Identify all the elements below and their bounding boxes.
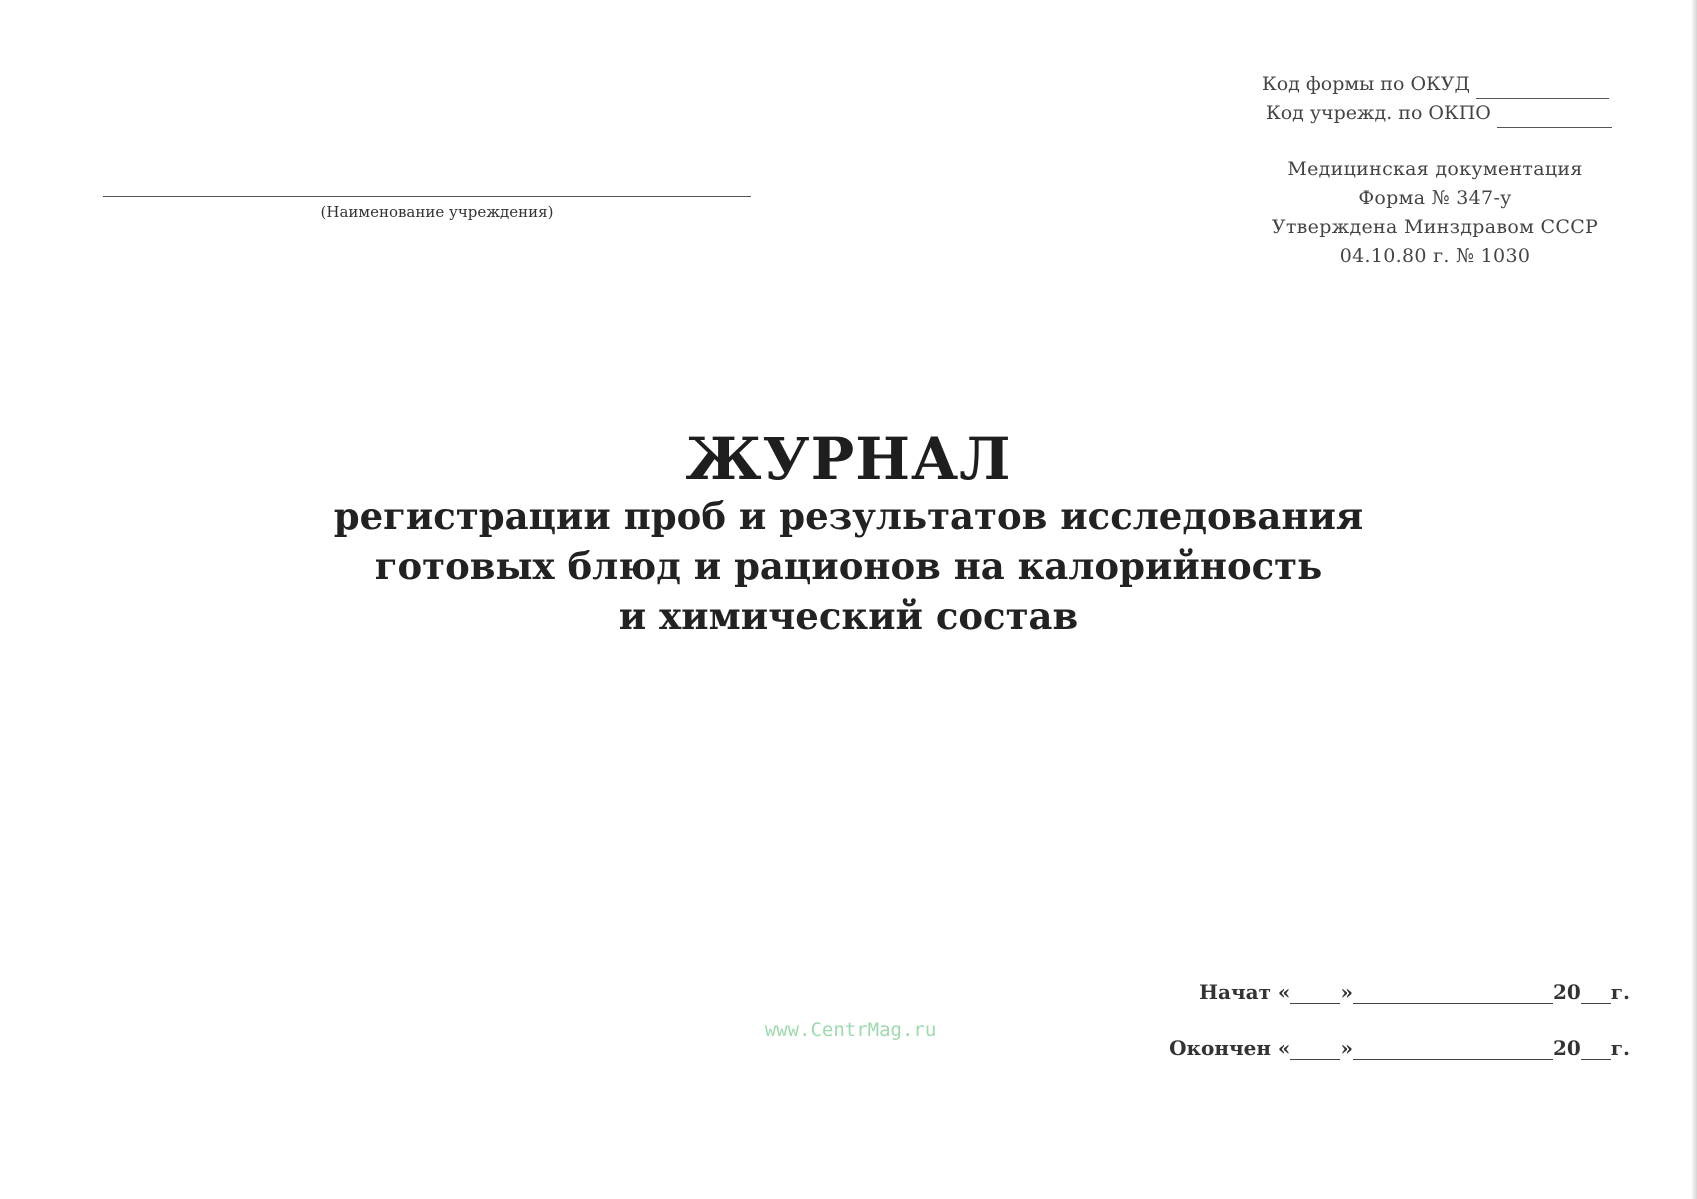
- ended-year-prefix: 20: [1552, 1036, 1581, 1060]
- okud-code-label: Код формы по ОКУД: [1262, 73, 1470, 95]
- institution-name-line: [103, 196, 751, 197]
- ended-day-blank: [1290, 1039, 1340, 1060]
- okud-code-blank: [1476, 78, 1609, 99]
- meddoc-form-number: Форма № 347-у: [1358, 187, 1512, 209]
- form-codes: [1262, 70, 1622, 128]
- subtitle-line-2: готовых блюд и рационов на калорийность: [374, 544, 1323, 588]
- meddoc-approved-by: Утверждена Минздравом СССР: [1271, 216, 1599, 238]
- started-year-prefix: 20: [1552, 980, 1581, 1004]
- started-close-quote: »: [1340, 980, 1353, 1004]
- okpo-code-label: Код учрежд. по ОКПО: [1266, 102, 1491, 124]
- ended-month-blank: [1353, 1039, 1553, 1060]
- meddoc-line-1: Медицинская документация: [1287, 158, 1583, 180]
- title-block: [0, 425, 1697, 643]
- okud-code-row: [1262, 70, 1622, 99]
- institution-name-caption: (Наименование учреждения): [320, 203, 554, 221]
- started-label: Начат «: [1199, 980, 1291, 1004]
- started-year-suffix: г.: [1610, 980, 1630, 1004]
- okpo-code-row: [1262, 99, 1622, 128]
- okpo-code-blank: [1497, 107, 1612, 128]
- ended-year-suffix: г.: [1610, 1036, 1630, 1060]
- started-month-blank: [1353, 983, 1553, 1004]
- watermark-text: www.CentrMag.ru: [764, 1019, 937, 1041]
- started-day-blank: [1290, 983, 1340, 1004]
- started-date-row: [1120, 978, 1630, 1004]
- subtitle-line-3: и химический состав: [618, 594, 1079, 638]
- page-title: ЖУРНАЛ: [685, 425, 1012, 493]
- ended-label: Окончен «: [1169, 1036, 1291, 1060]
- ended-year-blank: [1581, 1039, 1611, 1060]
- meddoc-approval-date: 04.10.80 г. № 1030: [1339, 245, 1531, 267]
- subtitle-line-1: регистрации проб и результатов исследования: [333, 494, 1364, 538]
- ended-close-quote: »: [1340, 1036, 1353, 1060]
- started-year-blank: [1581, 983, 1611, 1004]
- medical-documentation-block: [1250, 155, 1620, 271]
- institution-name-field: [103, 196, 751, 221]
